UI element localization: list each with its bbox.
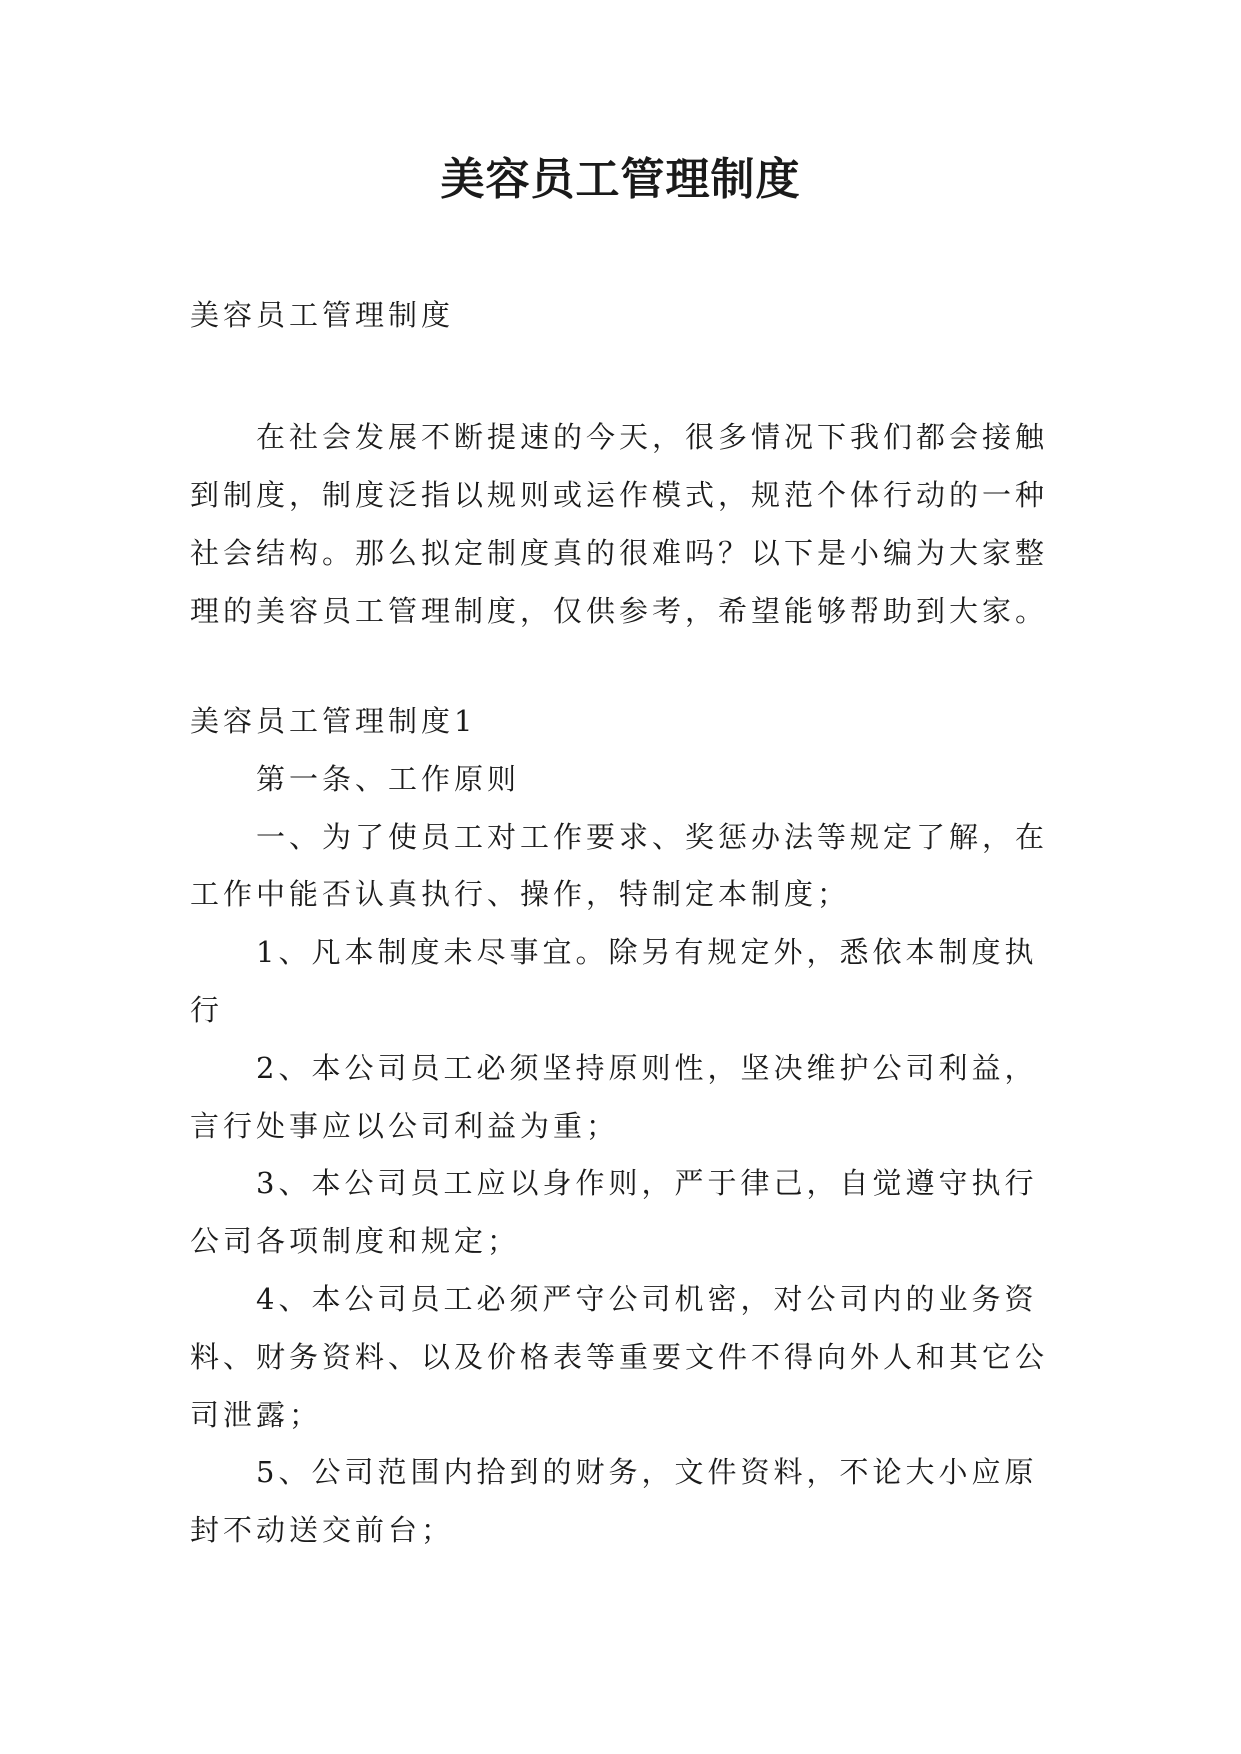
document-title: 美容员工管理制度 — [440, 154, 801, 205]
paragraph-item-5: 5、公司范围内拾到的财务，文件资料，不论大小应原封不动送交前台； — [190, 1455, 1038, 1548]
paragraph-item-4: 4、本公司员工必须严守公司机密，对公司内的业务资料、财务资料、以及价格表等重要文件不得向外人和其它公司泄露； — [190, 1281, 1049, 1432]
section-heading: 美容员工管理制度1 — [190, 704, 477, 738]
paragraph-principle: 一、为了使员工对工作要求、奖惩办法等规定了解，在工作中能否认真执行、操作，特制定本制度； — [190, 819, 1049, 912]
section-body — [190, 693, 1060, 1560]
document-subtitle: 美容员工管理制度 — [190, 298, 455, 332]
paragraph-item-3: 3、本公司员工应以身作则，严于律己，自觉遵守执行公司各项制度和规定； — [190, 1166, 1038, 1259]
paragraph-item-1: 1、凡本制度未尽事宜。除另有规定外，悉依本制度执行 — [190, 935, 1038, 1027]
article-heading: 第一条、工作原则 — [256, 761, 521, 796]
paragraph-item-2: 2、本公司员工必须坚持原则性，坚决维护公司利益，言行处事应以公司利益为重； — [190, 1050, 1038, 1143]
intro-paragraph: 在社会发展不断提速的今天，很多情况下我们都会接触到制度，制度泛指以规则或运作模式，规范个体行动的一种社会结构。那么拟定制度真的很难吗？以下是小编为大家整理的美容员工管理制度，仅供参考，希望能够帮助到大家。 — [190, 420, 1049, 628]
